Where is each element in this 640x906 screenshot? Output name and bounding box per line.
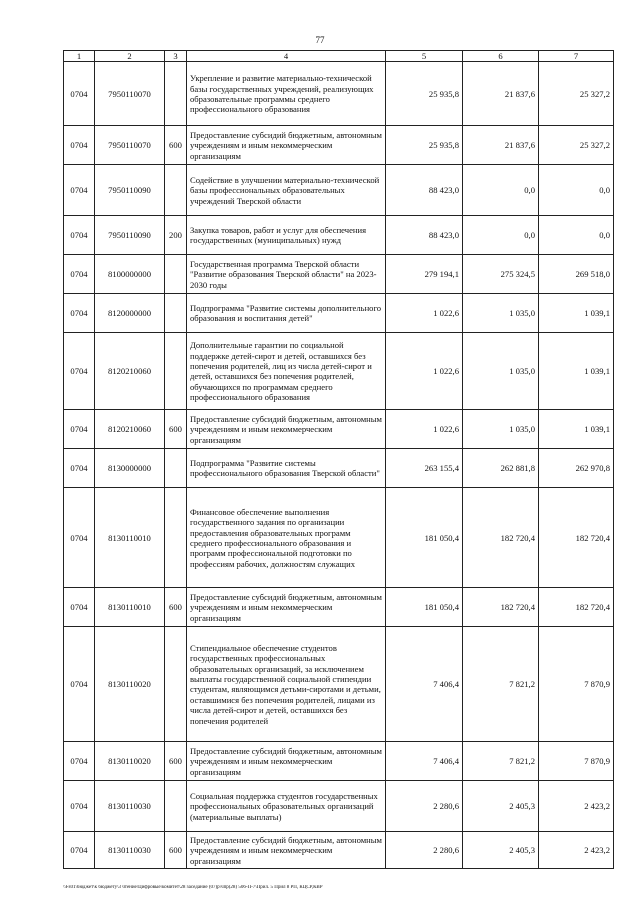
cell-section: 0704 [64, 449, 95, 488]
table-row [64, 216, 614, 255]
cell-year1: 88 423,0 [386, 216, 463, 255]
cell-section: 0704 [64, 488, 95, 588]
cell-year1: 25 935,8 [386, 62, 463, 126]
cell-vr [165, 294, 187, 333]
cell-year3: 25 327,2 [539, 62, 614, 126]
cell-section: 0704 [64, 294, 95, 333]
cell-name: Предоставление субсидий бюджетным, автономным учреждениям и иным некоммерческим организациям [187, 832, 386, 869]
cell-year3: 182 720,4 [539, 488, 614, 588]
cell-target: 7950110090 [95, 216, 165, 255]
cell-name: Предоставление субсидий бюджетным, автономным учреждениям и иным некоммерческим организациям [187, 126, 386, 165]
cell-year2: 2 405,3 [463, 781, 539, 832]
cell-section: 0704 [64, 588, 95, 627]
cell-vr: 200 [165, 216, 187, 255]
cell-name: Подпрограмма "Развитие системы дополнительного образования и воспитания детей" [187, 294, 386, 333]
cell-year2: 21 837,6 [463, 62, 539, 126]
cell-section: 0704 [64, 410, 95, 449]
cell-section: 0704 [64, 781, 95, 832]
cell-year3: 1 039,1 [539, 333, 614, 410]
cell-year2: 1 035,0 [463, 294, 539, 333]
cell-target: 8120210060 [95, 333, 165, 410]
table-row [64, 832, 614, 869]
cell-target: 8130110010 [95, 488, 165, 588]
cell-target: 8130110020 [95, 742, 165, 781]
cell-name: Закупка товаров, работ и услуг для обеспечения государственных (муниципальных) нужд [187, 216, 386, 255]
header-row [64, 51, 614, 62]
cell-target: 8100000000 [95, 255, 165, 294]
cell-year2: 0,0 [463, 165, 539, 216]
cell-name: Финансовое обеспечение выполнения государственного задания по организации предоставления образовательных программ среднего профессионального образования и программ профессиональной подготовки по профессиям рабочих, должностям служащих [187, 488, 386, 588]
cell-year1: 2 280,6 [386, 832, 463, 869]
cell-year3: 7 870,9 [539, 627, 614, 742]
footer-file-path: \\Fs01\бюджет\к бюджету\3 чтение\Цифровые\комитет\28 заседание (07)р\чпр(28) 506-П-7\Прил. 5 Прил 8 РП, КЦСР,КВР [63, 885, 323, 890]
cell-name: Стипендиальное обеспечение студентов государственных профессиональных образовательных организаций, за исключением выплаты государственной социальной стипендии студентам, являющимся детьми-сиротами и детьми, оставшимися без попечения родителей, лицами из числа детей-сирот и детей, оставшихся без попечения родителей [187, 627, 386, 742]
cell-year2: 1 035,0 [463, 333, 539, 410]
cell-year3: 7 870,9 [539, 742, 614, 781]
table-row [64, 781, 614, 832]
cell-target: 7950110090 [95, 165, 165, 216]
cell-year3: 25 327,2 [539, 126, 614, 165]
cell-year1: 1 022,6 [386, 410, 463, 449]
cell-section: 0704 [64, 216, 95, 255]
cell-section: 0704 [64, 742, 95, 781]
cell-vr: 600 [165, 588, 187, 627]
cell-year2: 262 881,8 [463, 449, 539, 488]
cell-target: 8130110020 [95, 627, 165, 742]
table-row [64, 588, 614, 627]
cell-name: Укрепление и развитие материально-технической базы государственных учреждений, реализующих образовательные программы среднего профессионального образования [187, 62, 386, 126]
cell-vr [165, 255, 187, 294]
cell-year1: 25 935,8 [386, 126, 463, 165]
table-body [64, 62, 614, 869]
cell-section: 0704 [64, 255, 95, 294]
cell-target: 7950110070 [95, 126, 165, 165]
cell-name: Социальная поддержка студентов государственных профессиональных образовательных организаций (материальные выплаты) [187, 781, 386, 832]
cell-year1: 88 423,0 [386, 165, 463, 216]
header-cell-target: 2 [95, 51, 165, 62]
cell-target: 8130000000 [95, 449, 165, 488]
cell-vr: 600 [165, 410, 187, 449]
cell-year1: 7 406,4 [386, 627, 463, 742]
table-row [64, 333, 614, 410]
cell-year1: 181 050,4 [386, 588, 463, 627]
cell-name: Предоставление субсидий бюджетным, автономным учреждениям и иным некоммерческим организациям [187, 410, 386, 449]
table-row [64, 126, 614, 165]
cell-name: Подпрограмма "Развитие системы профессионального образования Тверской области" [187, 449, 386, 488]
cell-name: Дополнительные гарантии по социальной поддержке детей-сирот и детей, оставшихся без попечения родителей, лиц из числа детей-сирот и детей, оставшихся без попечения родителей, обучающихся по программам среднего профессионального образования [187, 333, 386, 410]
cell-vr [165, 333, 187, 410]
cell-vr [165, 627, 187, 742]
cell-vr: 600 [165, 742, 187, 781]
header-cell-year2: 6 [463, 51, 539, 62]
cell-year3: 1 039,1 [539, 294, 614, 333]
cell-year1: 181 050,4 [386, 488, 463, 588]
cell-section: 0704 [64, 62, 95, 126]
table-row [64, 255, 614, 294]
cell-year1: 7 406,4 [386, 742, 463, 781]
cell-year3: 182 720,4 [539, 588, 614, 627]
cell-year1: 1 022,6 [386, 333, 463, 410]
cell-vr: 600 [165, 126, 187, 165]
cell-name: Государственная программа Тверской области "Развитие образования Тверской области" на 2023-2030 годы [187, 255, 386, 294]
header-cell-vr: 3 [165, 51, 187, 62]
budget-table [63, 50, 614, 869]
cell-year2: 0,0 [463, 216, 539, 255]
table-row [64, 294, 614, 333]
cell-year3: 2 423,2 [539, 781, 614, 832]
cell-section: 0704 [64, 627, 95, 742]
table-row [64, 165, 614, 216]
cell-year1: 1 022,6 [386, 294, 463, 333]
cell-year1: 279 194,1 [386, 255, 463, 294]
cell-section: 0704 [64, 126, 95, 165]
cell-year3: 262 970,8 [539, 449, 614, 488]
cell-year2: 7 821,2 [463, 627, 539, 742]
cell-target: 8130110030 [95, 832, 165, 869]
cell-section: 0704 [64, 165, 95, 216]
cell-year2: 7 821,2 [463, 742, 539, 781]
cell-vr [165, 62, 187, 126]
cell-name: Содействие в улучшении материально-технической базы профессиональных образовательных учреждений Тверской области [187, 165, 386, 216]
cell-target: 8120000000 [95, 294, 165, 333]
cell-name: Предоставление субсидий бюджетным, автономным учреждениям и иным некоммерческим организациям [187, 742, 386, 781]
header-cell-section: 1 [64, 51, 95, 62]
cell-year1: 2 280,6 [386, 781, 463, 832]
header-cell-year1: 5 [386, 51, 463, 62]
cell-vr [165, 781, 187, 832]
cell-year1: 263 155,4 [386, 449, 463, 488]
cell-year2: 1 035,0 [463, 410, 539, 449]
cell-name: Предоставление субсидий бюджетным, автономным учреждениям и иным некоммерческим организациям [187, 588, 386, 627]
cell-year2: 2 405,3 [463, 832, 539, 869]
table-row [64, 62, 614, 126]
table-row [64, 449, 614, 488]
cell-vr [165, 488, 187, 588]
cell-year3: 1 039,1 [539, 410, 614, 449]
cell-year3: 0,0 [539, 216, 614, 255]
cell-target: 7950110070 [95, 62, 165, 126]
cell-vr: 600 [165, 832, 187, 869]
cell-section: 0704 [64, 832, 95, 869]
table-row [64, 410, 614, 449]
cell-year2: 182 720,4 [463, 588, 539, 627]
cell-target: 8120210060 [95, 410, 165, 449]
cell-year3: 0,0 [539, 165, 614, 216]
table-row [64, 627, 614, 742]
page-number: 77 [315, 35, 325, 45]
cell-target: 8130110010 [95, 588, 165, 627]
cell-year2: 182 720,4 [463, 488, 539, 588]
table-row [64, 488, 614, 588]
cell-year3: 2 423,2 [539, 832, 614, 869]
header-cell-name: 4 [187, 51, 386, 62]
cell-year2: 21 837,6 [463, 126, 539, 165]
cell-year2: 275 324,5 [463, 255, 539, 294]
cell-vr [165, 165, 187, 216]
cell-target: 8130110030 [95, 781, 165, 832]
cell-section: 0704 [64, 333, 95, 410]
header-cell-year3: 7 [539, 51, 614, 62]
table-row [64, 742, 614, 781]
cell-year3: 269 518,0 [539, 255, 614, 294]
cell-vr [165, 449, 187, 488]
